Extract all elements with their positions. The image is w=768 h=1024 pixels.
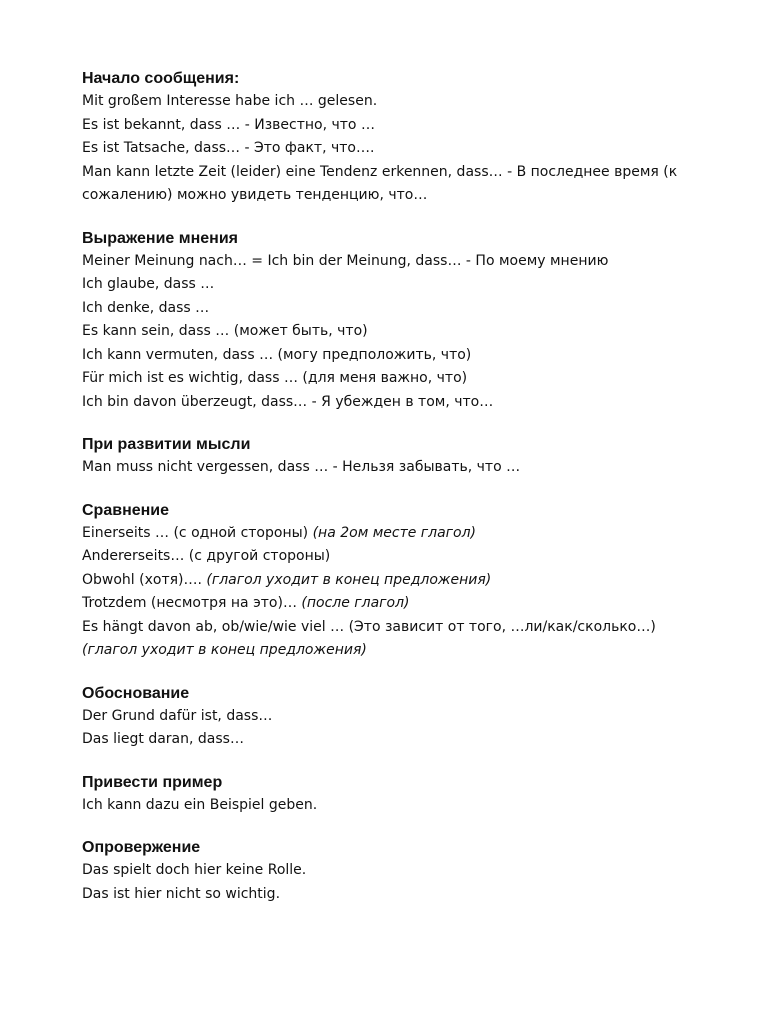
phrase-line: Ich glaube, dass … (82, 276, 215, 292)
phrase-line: Ich kann dazu ein Beispiel geben. (82, 796, 318, 813)
phrase-line: Trotzdem (несмотря на это)… (после глагол) (82, 595, 410, 611)
phrase-line: Für mich ist es wichtig, dass … (для меня важно, что) (82, 370, 468, 386)
phrase-line: Es ist bekannt, dass … - Известно, что … (82, 116, 375, 133)
section-heading: Выражение мнения (82, 229, 238, 247)
section-comparison (82, 500, 732, 663)
section-heading: При развитии мысли (82, 436, 251, 453)
phrase-line: Es ist Tatsache, dass… - Это факт, что…. (82, 140, 375, 156)
phrase-line: Ich kann vermuten, dass … (могу предположить, что) (82, 346, 472, 363)
phrase-line: Der Grund dafür ist, dass… (82, 707, 273, 724)
grammar-note: (после глагол) (301, 595, 410, 611)
section-heading: Привести пример (82, 773, 223, 791)
phrase-line: Obwohl (хотя)…. (глагол уходит в конец предложения) (82, 571, 492, 588)
phrase-line: Andererseits… (с другой стороны) (82, 548, 331, 564)
phrase-line: Das liegt daran, dass… (82, 731, 244, 747)
phrase-line: Mit großem Interesse habe ich … gelesen. (82, 93, 378, 109)
section-heading: Сравнение (82, 501, 170, 519)
section-heading: Обоснование (82, 684, 190, 702)
section-message-start (82, 68, 732, 208)
phrase-line: Man muss nicht vergessen, dass … - Нельзя забывать, что … (82, 459, 521, 475)
phrase-line: Man kann letzte Zeit (leider) eine Tendenz erkennen, dass… - В последнее время (к сожалению) можно увидеть тенденцию, что… (82, 163, 678, 203)
phrase-line: Ich bin davon überzeugt, dass… - Я убежден в том, что… (82, 393, 494, 410)
phrase-line: Das spielt doch hier keine Rolle. (82, 862, 307, 878)
document-page (82, 68, 732, 926)
phrase-line: Ich denke, dass … (82, 299, 210, 316)
section-heading: Опровержение (82, 839, 201, 856)
phrase-line: Meiner Meinung nach… = Ich bin der Meinung, dass… - По моему мнению (82, 252, 609, 269)
section-opinion (82, 228, 732, 415)
phrase-line: Es kann sein, dass … (может быть, что) (82, 323, 368, 339)
grammar-note: (глагол уходит в конец предложения) (82, 642, 367, 658)
section-development (82, 434, 732, 480)
phrase-line: Es hängt davon ab, ob/wie/wie viel … (Это зависит от того, …ли/как/сколько…) (82, 618, 656, 635)
grammar-note: (глагол уходит в конец предложения) (206, 571, 492, 588)
section-justification (82, 683, 732, 752)
phrase-line: Das ist hier nicht so wichtig. (82, 885, 281, 902)
section-refutation (82, 837, 732, 906)
section-example (82, 772, 732, 818)
grammar-note: (на 2ом месте глагол) (312, 524, 477, 541)
section-heading: Начало сообщения: (82, 70, 240, 87)
phrase-line (82, 639, 732, 663)
phrase-line: Einerseits … (с одной стороны) (на 2ом месте глагол) (82, 524, 477, 541)
